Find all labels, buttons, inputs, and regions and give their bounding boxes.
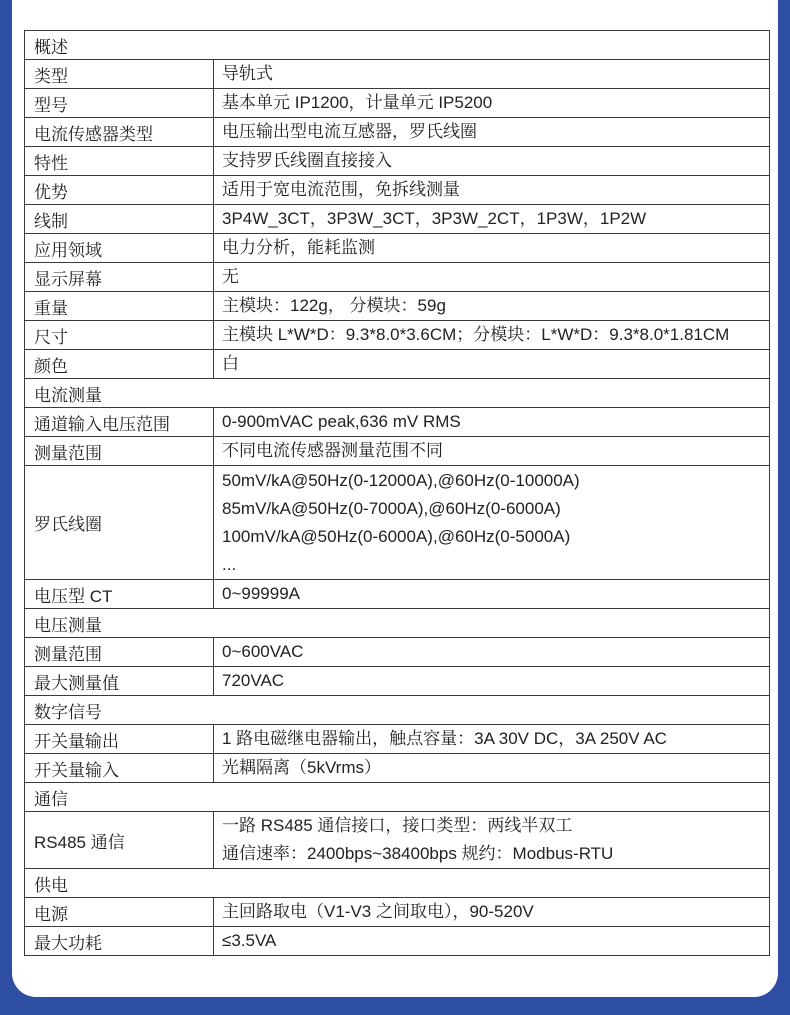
spec-value-line: 电压输出型电流互感器，罗氏线圈 (222, 122, 477, 141)
spec-label: 尺寸 (25, 321, 214, 349)
spec-value (214, 725, 769, 753)
spec-label: 电流传感器类型 (25, 118, 214, 146)
spec-label: 电源 (25, 898, 214, 926)
spec-value (214, 466, 769, 579)
spec-value (214, 667, 769, 695)
spec-label: 类型 (25, 60, 214, 88)
spec-table (24, 30, 770, 956)
spec-row (25, 176, 769, 205)
spec-value-line: 适用于宽电流范围，免拆线测量 (222, 180, 460, 199)
section-title: 电流测量 (34, 385, 102, 405)
section-title: 数字信号 (34, 702, 102, 722)
spec-value-line: ... (222, 554, 237, 574)
spec-value-line: 基本单元 IP1200，计量单元 IP5200 (222, 93, 493, 112)
spec-value-line: 支持罗氏线圈直接接入 (222, 151, 392, 170)
section-title: 概述 (34, 37, 68, 57)
spec-label: 颜色 (25, 350, 214, 378)
section-header (25, 696, 769, 725)
spec-value-line: 白 (222, 354, 239, 373)
spec-value-line: 一路 RS485 通信接口，接口类型：两线半双工 (222, 816, 573, 835)
spec-label: 开关量输入 (25, 754, 214, 782)
spec-value-line: 光耦隔离（5kVrms） (222, 758, 381, 777)
spec-value (214, 812, 769, 868)
spec-row (25, 898, 769, 927)
spec-label: 通道输入电压范围 (25, 408, 214, 436)
spec-value (214, 234, 769, 262)
spec-label: 线制 (25, 205, 214, 233)
spec-value-line: 主模块：122g， 分模块：59g (222, 296, 446, 315)
spec-label: 开关量输出 (25, 725, 214, 753)
spec-row (25, 292, 769, 321)
spec-row (25, 263, 769, 292)
spec-row (25, 725, 769, 754)
spec-value (214, 638, 769, 666)
spec-row (25, 321, 769, 350)
section-title: 通信 (34, 789, 68, 809)
spec-row (25, 927, 769, 956)
spec-value (214, 927, 769, 955)
spec-label: 测量范围 (25, 437, 214, 465)
spec-value-line: 85mV/kA@50Hz(0-7000A),@60Hz(0-6000A) (222, 498, 561, 518)
section-header (25, 31, 769, 60)
spec-value-line: 无 (222, 267, 239, 286)
spec-row (25, 89, 769, 118)
spec-value-line: 0~99999A (222, 584, 300, 603)
spec-value (214, 408, 769, 436)
spec-label: 最大测量值 (25, 667, 214, 695)
spec-row (25, 580, 769, 609)
spec-row (25, 667, 769, 696)
spec-value (214, 898, 769, 926)
spec-value-line: 720VAC (222, 671, 285, 690)
spec-label: 优势 (25, 176, 214, 204)
spec-row (25, 60, 769, 89)
spec-value-line: 电力分析，能耗监测 (222, 238, 375, 257)
spec-value (214, 118, 769, 146)
spec-value (214, 437, 769, 465)
spec-label: 电压型 CT (25, 580, 214, 608)
spec-row (25, 147, 769, 176)
spec-row (25, 638, 769, 667)
spec-value-line: 通信速率：2400bps~38400bps 规约：Modbus-RTU (222, 844, 614, 863)
spec-value (214, 147, 769, 175)
spec-value (214, 754, 769, 782)
spec-row (25, 234, 769, 263)
spec-label: 型号 (25, 89, 214, 117)
spec-value-line: 0-900mVAC peak,636 mV RMS (222, 412, 461, 431)
spec-row (25, 437, 769, 466)
spec-label: 测量范围 (25, 638, 214, 666)
spec-label: 显示屏幕 (25, 263, 214, 291)
spec-value (214, 580, 769, 608)
spec-value (214, 263, 769, 291)
spec-value-line: 主回路取电（V1-V3 之间取电），90-520V (222, 902, 534, 921)
section-header (25, 379, 769, 408)
spec-label: 重量 (25, 292, 214, 320)
spec-value-line: 不同电流传感器测量范围不同 (222, 441, 443, 460)
spec-value-line: ≤3.5VA (222, 931, 277, 950)
spec-value (214, 89, 769, 117)
spec-label: 特性 (25, 147, 214, 175)
spec-row (25, 408, 769, 437)
spec-value-line: 导轨式 (222, 64, 273, 83)
spec-row (25, 812, 769, 869)
spec-row (25, 205, 769, 234)
section-title: 供电 (34, 875, 68, 895)
spec-value-line: 1 路电磁继电器输出，触点容量：3A 30V DC，3A 250V AC (222, 729, 667, 748)
spec-value-line: 3P4W_3CT，3P3W_3CT，3P3W_2CT，1P3W，1P2W (222, 209, 647, 228)
spec-label: 应用领域 (25, 234, 214, 262)
spec-value (214, 350, 769, 378)
section-header (25, 783, 769, 812)
spec-label: RS485 通信 (25, 812, 214, 868)
spec-value-line: 0~600VAC (222, 642, 304, 661)
spec-value-line: 100mV/kA@50Hz(0-6000A),@60Hz(0-5000A) (222, 526, 571, 546)
section-header (25, 609, 769, 638)
spec-value (214, 292, 769, 320)
spec-value (214, 205, 769, 233)
spec-value (214, 60, 769, 88)
spec-card (12, 0, 778, 997)
spec-value-line: 主模块 L*W*D：9.3*8.0*3.6CM；分模块：L*W*D：9.3*8.0*1.81CM (222, 325, 730, 344)
spec-row (25, 754, 769, 783)
spec-value (214, 176, 769, 204)
spec-row (25, 350, 769, 379)
spec-value (214, 321, 769, 349)
spec-row (25, 466, 769, 580)
spec-label: 最大功耗 (25, 927, 214, 955)
section-header (25, 869, 769, 898)
spec-label: 罗氏线圈 (25, 466, 214, 579)
section-title: 电压测量 (34, 615, 102, 635)
spec-row (25, 118, 769, 147)
spec-value-line: 50mV/kA@50Hz(0-12000A),@60Hz(0-10000A) (222, 470, 580, 490)
